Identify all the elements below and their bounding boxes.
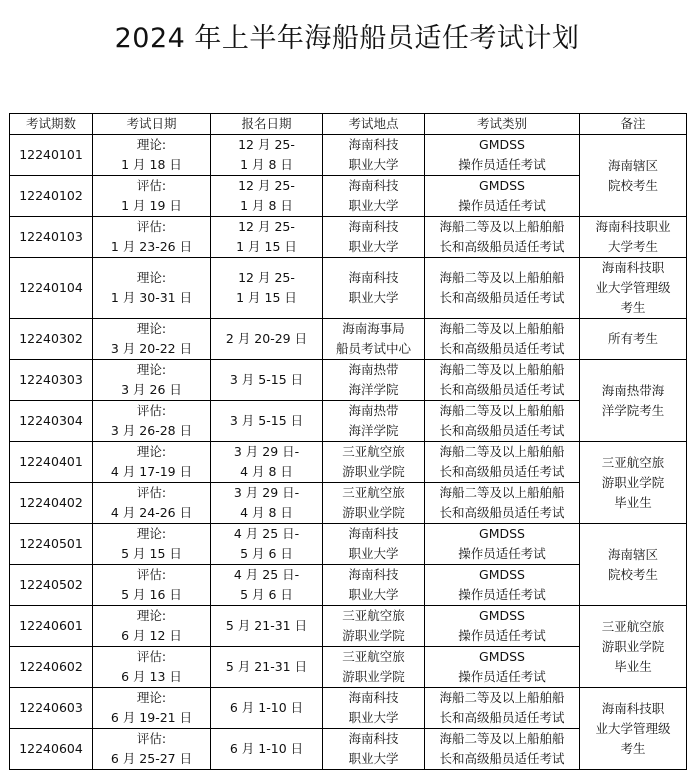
exam-location-cell (323, 606, 425, 647)
exam-period-cell: 12240103 (10, 217, 93, 258)
exam-category-cell (425, 401, 580, 442)
exam-date-cell-line: 4 月 24-26 日 (110, 505, 193, 520)
remarks-cell-line: 院校考生 (607, 566, 658, 582)
exam-category-cell (425, 565, 580, 606)
exam-period-cell: 12240601 (10, 606, 93, 647)
exam-location-cell-line: 三亚航空旅 (342, 485, 405, 500)
exam-date-cell-line: 理论: (136, 270, 167, 285)
remarks-cell-line: 院校考生 (607, 177, 658, 193)
exam-category-cell-line: 长和高级船员适任考试 (439, 464, 565, 479)
exam-category-cell-line: 长和高级船员适任考试 (439, 239, 565, 254)
exam-period-cell: 12240603 (10, 688, 93, 729)
exam-location-cell (323, 217, 425, 258)
exam-location-cell (323, 688, 425, 729)
exam-date-cell (93, 319, 211, 360)
exam-date-cell-line: 理论: (136, 526, 167, 541)
exam-category-cell (425, 524, 580, 565)
exam-category-cell-line: 操作员适任考试 (458, 157, 546, 172)
exam-category-cell-line: 海船二等及以上船舶船 (439, 485, 565, 500)
registration-date-cell-line: 1 月 15 日 (236, 239, 297, 254)
exam-category-cell (425, 360, 580, 401)
exam-date-cell-line: 1 月 19 日 (121, 198, 182, 213)
table-header-row (10, 114, 687, 135)
exam-location-cell-line: 职业大学 (348, 751, 399, 766)
exam-period-cell: 12240304 (10, 401, 93, 442)
exam-period-cell: 12240401 (10, 442, 93, 483)
exam-location-cell-line: 船员考试中心 (335, 341, 411, 356)
exam-location-cell (323, 360, 425, 401)
remarks-cell-line: 三亚航空旅 (601, 454, 665, 470)
exam-location-cell-line: 职业大学 (348, 157, 399, 172)
remarks-cell-line: 海南科技职 (601, 260, 665, 275)
registration-date-cell (211, 217, 323, 258)
registration-date-cell (211, 688, 323, 729)
exam-location-cell-line: 海南科技 (348, 690, 399, 705)
exam-category-cell-line: 长和高级船员适任考试 (439, 382, 565, 397)
exam-location-cell-line: 海洋学院 (348, 423, 399, 438)
exam-date-cell (93, 565, 211, 606)
remarks-cell-line: 海南辖区 (607, 546, 658, 562)
exam-category-cell (425, 176, 580, 217)
remarks-cell (580, 606, 687, 688)
exam-date-cell-line: 6 月 19-21 日 (110, 710, 193, 725)
exam-date-cell-line: 评估: (136, 567, 167, 582)
exam-date-cell-line: 理论: (136, 321, 167, 336)
table-row (10, 258, 687, 319)
table-row (10, 524, 687, 565)
remarks-cell-line: 考生 (620, 300, 646, 315)
registration-date-cell-line: 12 月 25- (238, 219, 295, 234)
exam-category-cell-line: GMDSS (479, 137, 525, 152)
remarks-cell (580, 442, 687, 524)
exam-location-cell-line: 三亚航空旅 (342, 444, 405, 459)
page-title: 2024 年上半年海船船员适任考试计划 (114, 23, 580, 54)
registration-date-cell-line: 12 月 25- (238, 270, 295, 285)
exam-location-cell (323, 442, 425, 483)
exam-date-cell-line: 评估: (136, 649, 167, 664)
registration-date-cell (211, 483, 323, 524)
exam-date-cell (93, 647, 211, 688)
exam-location-cell-line: 职业大学 (348, 587, 399, 602)
exam-location-cell-line: 海南科技 (348, 731, 399, 746)
table-row (10, 217, 687, 258)
exam-date-cell-line: 3 月 20-22 日 (110, 341, 193, 356)
remarks-cell-line: 三亚航空旅 (601, 618, 665, 634)
exam-period-cell: 12240402 (10, 483, 93, 524)
exam-date-cell (93, 688, 211, 729)
remarks-cell-line: 海南科技职业 (595, 219, 671, 234)
table-row (10, 688, 687, 729)
exam-date-cell (93, 360, 211, 401)
exam-date-cell-line: 1 月 23-26 日 (110, 239, 193, 254)
exam-location-cell (323, 647, 425, 688)
exam-category-cell-line: 海船二等及以上船舶船 (439, 362, 565, 377)
remarks-cell-line: 毕业生 (614, 658, 652, 674)
exam-location-cell-line: 海南科技 (348, 526, 399, 541)
exam-period-cell: 12240604 (10, 729, 93, 770)
exam-date-cell (93, 258, 211, 319)
exam-date-cell-line: 3 月 26-28 日 (110, 423, 193, 438)
exam-date-cell-line: 评估: (136, 219, 167, 234)
exam-date-cell-line: 4 月 17-19 日 (110, 464, 193, 479)
exam-location-cell (323, 319, 425, 360)
remarks-cell (580, 135, 687, 217)
exam-date-cell-line: 6 月 12 日 (121, 628, 182, 643)
exam-location-cell-line: 海南科技 (348, 137, 399, 152)
exam-location-cell (323, 524, 425, 565)
exam-date-cell (93, 606, 211, 647)
table-row (10, 442, 687, 483)
remarks-cell-line: 所有考生 (607, 331, 658, 346)
exam-category-cell-line: GMDSS (479, 608, 525, 623)
exam-date-cell-line: 理论: (136, 608, 167, 623)
exam-category-cell (425, 483, 580, 524)
table-row (10, 360, 687, 401)
exam-date-cell-line: 评估: (136, 403, 167, 418)
registration-date-cell (211, 176, 323, 217)
registration-date-cell-line: 1 月 15 日 (236, 290, 297, 305)
exam-location-cell-line: 职业大学 (348, 198, 399, 213)
registration-date-cell (211, 524, 323, 565)
exam-location-cell-line: 游职业学院 (342, 628, 405, 643)
registration-date-cell (211, 565, 323, 606)
exam-date-cell-line: 评估: (136, 731, 167, 746)
exam-category-cell-line: 长和高级船员适任考试 (439, 341, 565, 356)
exam-category-cell-line: GMDSS (479, 178, 525, 193)
registration-date-cell-line: 4 月 25 日- (233, 567, 300, 582)
exam-category-cell (425, 217, 580, 258)
exam-location-cell-line: 职业大学 (348, 546, 399, 561)
exam-location-cell (323, 135, 425, 176)
exam-date-cell-line: 5 月 15 日 (121, 546, 182, 561)
exam-location-cell-line: 职业大学 (348, 239, 399, 254)
exam-category-cell (425, 688, 580, 729)
registration-date-cell-line: 4 月 8 日 (240, 464, 293, 479)
exam-category-cell-line: 海船二等及以上船舶船 (439, 731, 565, 746)
remarks-cell-line: 海南辖区 (607, 157, 658, 173)
exam-category-cell (425, 606, 580, 647)
exam-location-cell-line: 海南科技 (348, 219, 399, 234)
registration-date-cell (211, 135, 323, 176)
exam-period-cell: 12240102 (10, 176, 93, 217)
exam-category-cell-line: 长和高级船员适任考试 (439, 505, 565, 520)
exam-location-cell (323, 565, 425, 606)
exam-date-cell-line: 理论: (136, 137, 167, 152)
registration-date-cell (211, 258, 323, 319)
registration-date-cell-line: 3 月 5-15 日 (229, 372, 304, 387)
exam-category-cell-line: 操作员适任考试 (458, 587, 546, 602)
exam-location-cell-line: 游职业学院 (342, 464, 405, 479)
registration-date-cell-line: 1 月 8 日 (240, 198, 293, 213)
exam-category-cell-line: 海船二等及以上船舶船 (439, 690, 565, 705)
registration-date-cell-line: 5 月 6 日 (240, 587, 293, 602)
exam-category-cell-line: GMDSS (479, 526, 525, 541)
exam-category-cell-line: 长和高级船员适任考试 (439, 423, 565, 438)
registration-date-cell (211, 319, 323, 360)
exam-date-cell-line: 1 月 18 日 (121, 157, 182, 172)
exam-location-cell-line: 海南热带 (348, 403, 399, 418)
registration-date-cell-line: 5 月 21-31 日 (225, 618, 308, 633)
exam-category-cell (425, 319, 580, 360)
exam-category-cell (425, 258, 580, 319)
registration-date-cell-line: 3 月 5-15 日 (229, 413, 304, 428)
exam-location-cell (323, 176, 425, 217)
exam-date-cell-line: 1 月 30-31 日 (110, 290, 193, 305)
remarks-cell-line: 洋学院考生 (601, 402, 665, 418)
exam-location-cell (323, 401, 425, 442)
exam-date-cell-line: 3 月 26 日 (121, 382, 182, 397)
exam-location-cell-line: 海洋学院 (348, 382, 399, 397)
registration-date-cell-line: 1 月 8 日 (240, 157, 293, 172)
remarks-cell (580, 360, 687, 442)
exam-date-cell (93, 442, 211, 483)
exam-date-cell-line: 5 月 16 日 (121, 587, 182, 602)
registration-date-cell-line: 6 月 1-10 日 (229, 700, 304, 715)
exam-date-cell (93, 401, 211, 442)
remarks-cell-line: 大学考生 (607, 239, 658, 254)
registration-date-cell-line: 5 月 6 日 (240, 546, 293, 561)
registration-date-cell-line: 4 月 8 日 (240, 505, 293, 520)
exam-date-cell (93, 176, 211, 217)
exam-category-cell-line: 操作员适任考试 (458, 546, 546, 561)
registration-date-cell-line: 3 月 29 日- (233, 485, 300, 500)
exam-category-cell-line: 操作员适任考试 (458, 669, 546, 684)
remarks-cell-line: 毕业生 (614, 494, 652, 510)
exam-location-cell-line: 职业大学 (348, 290, 399, 305)
exam-date-cell-line: 理论: (136, 690, 167, 705)
exam-category-cell-line: 海船二等及以上船舶船 (439, 444, 565, 459)
exam-location-cell-line: 职业大学 (348, 710, 399, 725)
exam-date-cell-line: 6 月 13 日 (121, 669, 182, 684)
exam-date-cell-line: 评估: (136, 178, 167, 193)
exam-date-cell-line: 评估: (136, 485, 167, 500)
header-exam-location: 考试地点 (323, 114, 425, 135)
remarks-cell-line: 游职业学院 (601, 638, 665, 654)
header-exam-category: 考试类别 (425, 114, 580, 135)
exam-location-cell (323, 729, 425, 770)
exam-category-cell-line: 海船二等及以上船舶船 (439, 403, 565, 418)
exam-date-cell (93, 729, 211, 770)
exam-category-cell-line: 海船二等及以上船舶船 (439, 321, 565, 336)
exam-category-cell-line: GMDSS (479, 567, 525, 582)
exam-location-cell-line: 海南科技 (348, 178, 399, 193)
exam-category-cell-line: 海船二等及以上船舶船 (439, 270, 565, 285)
exam-location-cell-line: 游职业学院 (342, 505, 405, 520)
exam-period-cell: 12240602 (10, 647, 93, 688)
table-row (10, 319, 687, 360)
exam-period-cell: 12240303 (10, 360, 93, 401)
remarks-cell-line: 海南热带海 (601, 382, 665, 398)
exam-period-cell: 12240104 (10, 258, 93, 319)
registration-date-cell (211, 606, 323, 647)
exam-location-cell-line: 海南热带 (348, 362, 399, 377)
registration-date-cell (211, 360, 323, 401)
exam-category-cell-line: 操作员适任考试 (458, 628, 546, 643)
exam-location-cell-line: 海南科技 (348, 567, 399, 582)
registration-date-cell-line: 12 月 25- (238, 137, 295, 152)
remarks-cell-line: 业大学管理级 (595, 720, 671, 736)
table-row (10, 135, 687, 176)
exam-period-cell: 12240302 (10, 319, 93, 360)
registration-date-cell-line: 3 月 29 日- (233, 444, 300, 459)
registration-date-cell-line: 12 月 25- (238, 178, 295, 193)
remarks-cell (580, 319, 687, 360)
registration-date-cell (211, 729, 323, 770)
exam-date-cell-line: 6 月 25-27 日 (110, 751, 193, 766)
exam-category-cell-line: GMDSS (479, 649, 525, 664)
exam-date-cell (93, 135, 211, 176)
exam-location-cell-line: 三亚航空旅 (342, 608, 405, 623)
remarks-cell (580, 258, 687, 319)
exam-category-cell-line: 海船二等及以上船舶船 (439, 219, 565, 234)
remarks-cell (580, 524, 687, 606)
remarks-cell-line: 海南科技职 (601, 700, 665, 716)
table-row (10, 606, 687, 647)
registration-date-cell (211, 647, 323, 688)
registration-date-cell (211, 442, 323, 483)
exam-date-cell (93, 524, 211, 565)
exam-category-cell-line: 长和高级船员适任考试 (439, 710, 565, 725)
exam-period-cell: 12240502 (10, 565, 93, 606)
remarks-cell-line: 游职业学院 (601, 474, 665, 490)
exam-date-cell-line: 理论: (136, 444, 167, 459)
exam-category-cell-line: 长和高级船员适任考试 (439, 751, 565, 766)
registration-date-cell-line: 4 月 25 日- (233, 526, 300, 541)
registration-date-cell-line: 2 月 20-29 日 (225, 331, 308, 346)
remarks-cell (580, 217, 687, 258)
table-body (10, 135, 687, 770)
exam-location-cell-line: 海南海事局 (342, 321, 405, 336)
header-remarks: 备注 (580, 114, 687, 135)
exam-location-cell-line: 三亚航空旅 (342, 649, 405, 664)
header-registration-date: 报名日期 (211, 114, 323, 135)
exam-location-cell-line: 游职业学院 (342, 669, 405, 684)
header-exam-date: 考试日期 (93, 114, 211, 135)
exam-category-cell (425, 135, 580, 176)
remarks-cell (580, 688, 687, 770)
exam-date-cell (93, 217, 211, 258)
exam-category-cell-line: 长和高级船员适任考试 (439, 290, 565, 305)
exam-period-cell: 12240101 (10, 135, 93, 176)
registration-date-cell-line: 6 月 1-10 日 (229, 741, 304, 756)
exam-category-cell (425, 442, 580, 483)
exam-category-cell (425, 729, 580, 770)
exam-category-cell (425, 647, 580, 688)
remarks-cell-line: 业大学管理级 (595, 280, 671, 295)
exam-category-cell-line: 操作员适任考试 (458, 198, 546, 213)
exam-period-cell: 12240501 (10, 524, 93, 565)
exam-date-cell (93, 483, 211, 524)
exam-date-cell-line: 理论: (136, 362, 167, 377)
exam-location-cell (323, 483, 425, 524)
exam-location-cell-line: 海南科技 (348, 270, 399, 285)
registration-date-cell-line: 5 月 21-31 日 (225, 659, 308, 674)
exam-schedule-table (9, 113, 687, 770)
registration-date-cell (211, 401, 323, 442)
remarks-cell-line: 考生 (620, 740, 646, 756)
header-exam-period: 考试期数 (10, 114, 93, 135)
exam-location-cell (323, 258, 425, 319)
